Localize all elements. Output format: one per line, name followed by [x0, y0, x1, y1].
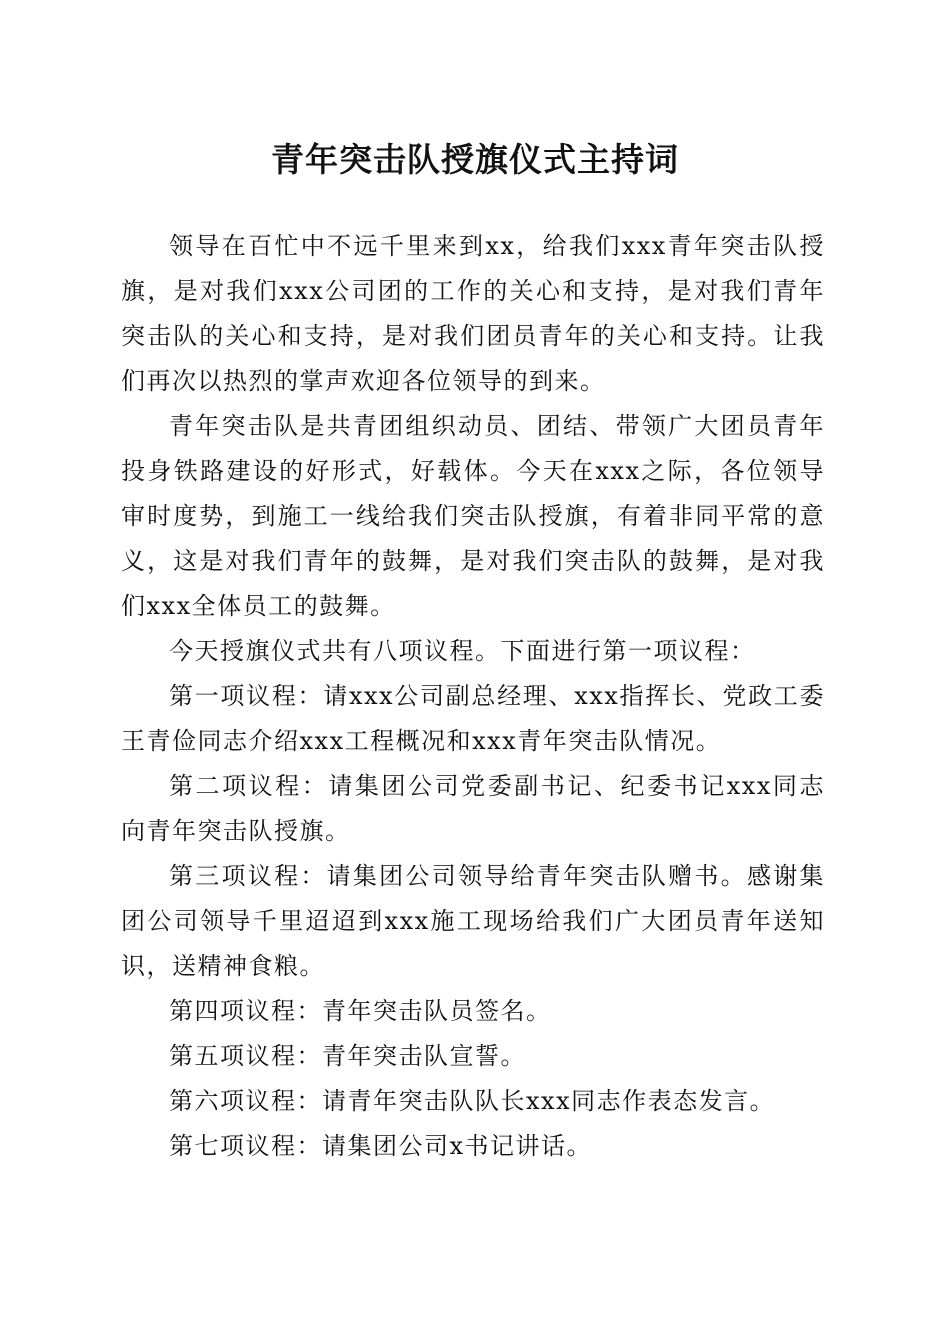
- agenda-item-3: 第三项议程：请集团公司领导给青年突击队赠书。感谢集团公司领导千里迢迢到xxx施工现场给我们广大团员青年送知识，送精神食粮。: [121, 862, 825, 980]
- document-body: [121, 224, 825, 1169]
- agenda-item-4: 第四项议程：青年突击队员签名。: [169, 997, 552, 1025]
- paragraph-agenda-intro: 今天授旗仪式共有八项议程。下面进行第一项议程：: [169, 637, 756, 665]
- paragraph-opening: 领导在百忙中不远千里来到xx，给我们xxx青年突击队授旗，是对我们xxx公司团的工作的关心和支持，是对我们青年突击队的关心和支持，是对我们团员青年的关心和支持。让我们再次以热烈的掌声欢迎各位领导的到来。: [121, 232, 825, 395]
- paragraph-introduction: 青年突击队是共青团组织动员、团结、带领广大团员青年投身铁路建设的好形式，好载体。今天在xxx之际，各位领导审时度势，到施工一线给我们突击队授旗，有着非同平常的意义，这是对我们青年的鼓舞，是对我们突击队的鼓舞，是对我们xxx全体员工的鼓舞。: [121, 412, 825, 620]
- agenda-item-6: 第六项议程：请青年突击队队长xxx同志作表态发言。: [169, 1087, 776, 1115]
- agenda-item-5: 第五项议程：青年突击队宣誓。: [169, 1042, 526, 1070]
- agenda-item-7: 第七项议程：请集团公司x书记讲话。: [169, 1132, 593, 1160]
- agenda-item-2: 第二项议程：请集团公司党委副书记、纪委书记xxx同志向青年突击队授旗。: [121, 772, 825, 845]
- agenda-item-1: 第一项议程：请xxx公司副总经理、xxx指挥长、党政工委王青俭同志介绍xxx工程概况和xxx青年突击队情况。: [121, 682, 825, 755]
- document-title: 青年突击队授旗仪式主持词: [271, 140, 679, 179]
